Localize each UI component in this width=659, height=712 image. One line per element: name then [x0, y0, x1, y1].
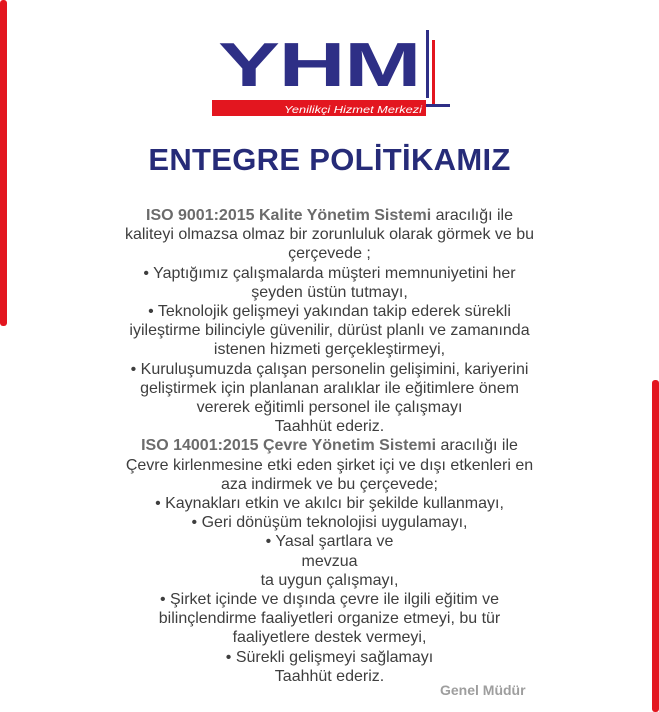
environment-intro-line: ISO 14001:2015 Çevre Yönetim Sistemi aracılığı ile — [141, 437, 518, 455]
iso14001-heading: ISO 14001:2015 Çevre Yönetim Sistemi — [141, 437, 437, 455]
logo-letters: YHM — [218, 31, 420, 100]
text-line: iyileştirme bilinciyle güvenilir, dürüst planlı ve zamanında — [129, 322, 530, 340]
company-logo — [208, 28, 456, 123]
list-item: • Teknolojik gelişmeyi yakından takip ederek sürekli — [148, 303, 511, 321]
page-title: ENTEGRE POLİTİKAMIZ — [148, 142, 511, 177]
commitment-line: Taahhüt ederiz. — [274, 667, 385, 685]
right-accent-bar — [652, 380, 659, 712]
text-line: geliştirmek için planlanan aralıklar ile eğitimlere önem — [140, 379, 519, 397]
text-line: mevzua — [301, 552, 358, 570]
logo-tagline: Yenilikçi Hizmet Merkezi — [284, 104, 423, 116]
text-line: vererek eğitimli personel ile çalışmayı — [196, 399, 463, 417]
list-item: • Kaynakları etkin ve akılcı bir şekilde kullanmayı, — [155, 495, 504, 513]
list-item: • Geri dönüşüm teknolojisi uygulamayı, — [191, 514, 468, 532]
text-line: aza indirmek ve bu çerçevede; — [221, 475, 438, 493]
policy-text — [30, 206, 629, 686]
text-line: kaliteyi olmazsa olmaz bir zorunluluk olarak görmek ve bu — [124, 226, 535, 244]
text-line: istenen hizmeti gerçekleştirmeyi, — [213, 341, 446, 359]
quality-intro-line: ISO 9001:2015 Kalite Yönetim Sistemi aracılığı ile — [146, 207, 513, 224]
text-line: şeyden üstün tutmayı, — [251, 283, 408, 301]
iso9001-heading: ISO 9001:2015 Kalite Yönetim Sistemi — [146, 207, 432, 224]
list-item: • Sürekli gelişmeyi sağlamayı — [225, 648, 434, 666]
list-item: • Yaptığımız çalışmalarda müşteri memnuniyetini her — [143, 264, 516, 282]
text-line: Çevre kirlenmesine etki eden şirket içi ve dışı etkenleri en — [125, 456, 534, 474]
text-line: ta uygun çalışmayı, — [260, 571, 399, 589]
list-item: • Yasal şartlara ve — [265, 533, 394, 551]
list-item: • Kuruluşumuzda çalışan personelin gelişimini, kariyerini — [130, 360, 529, 378]
list-item: • Şirket içinde ve dışında çevre ile ilgili eğitim ve — [159, 591, 500, 609]
signature: Genel Müdür — [440, 682, 526, 698]
text-line: faaliyetlere destek vermeyi, — [232, 629, 427, 647]
text-line: çerçevede ; — [288, 245, 371, 263]
commitment-line: Taahhüt ederiz. — [274, 418, 385, 436]
text-line: bilinçlendirme faaliyetleri organize etmeyi, bu tür — [158, 610, 501, 628]
